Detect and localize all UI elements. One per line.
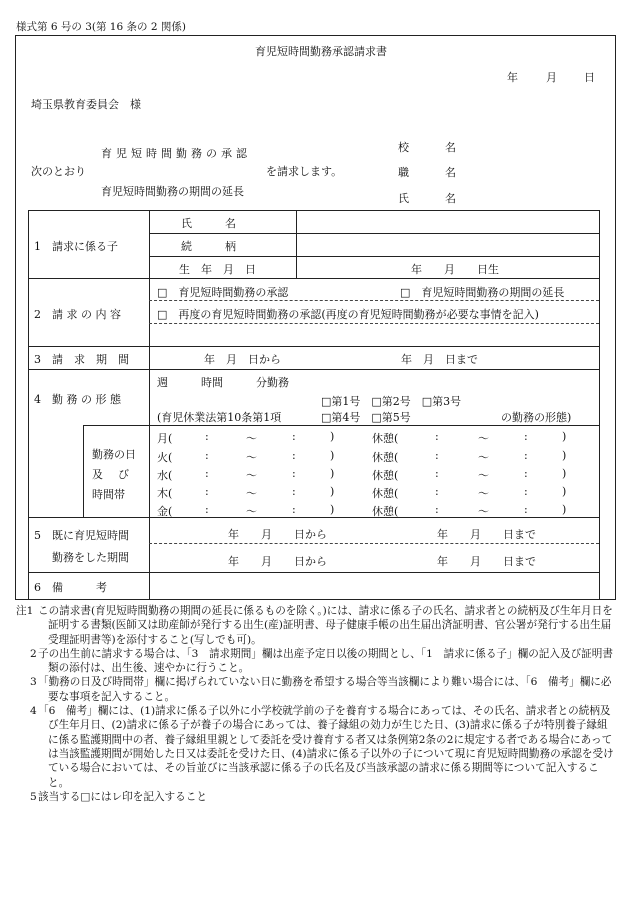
note-4-number: 4 [30,705,37,718]
prior-period-to-2: 年 月 日まで [437,555,536,568]
request-prefix: 次のとおり [31,165,86,178]
rest-start-sep: : [435,449,439,462]
note-1-number: 注1 [16,605,34,617]
note-2-number: 2 [30,647,37,660]
rest-close: ) [562,467,567,480]
close: ) [330,430,335,443]
name-label: 氏 [398,192,409,205]
form-title: 育児短時間勤務承認請求書 [255,45,387,58]
name-label-suffix: 名 [445,192,456,205]
start-sep: : [205,503,209,516]
law-items-row2[interactable]: □第4号 □第5号 [321,411,411,424]
recipient: 埼玉県教育委員会 様 [31,98,141,111]
rest-close: ) [562,485,567,498]
form-code: 様式第 6 号の 3(第 16 条の 2 関係) [16,21,186,33]
note-5-text: 該当する□にはレ印を記入すること [38,790,207,803]
note-1 [16,604,616,647]
rest: 休憩( [372,451,399,464]
child-birth-date: 年 月 日生 [411,263,499,276]
close: ) [330,449,335,462]
note-5 [16,790,616,804]
rest-wave: ～ [478,469,489,482]
prior-period-to-1: 年 月 日まで [437,528,536,541]
rest-close: ) [562,503,567,516]
weekday-label: 火( [157,451,173,464]
schedule-label-2: 及 び [92,468,131,481]
note-5-number: 5 [30,790,37,803]
note-4-text: 「6 備考」欄には、(1)請求に係る子以外に小学校就学前の子を養育する場合にあっては、その氏名、請求者との続柄及び生年月日、(2)請求に係る子が養子の場合にあっては、養子縁組の効力が生じた日、(3)請求に係る子が特別養子縁組に係る監護期間中の者、養子縁組里親として委託を受け養育する者又は条例第2条の2に規定する者である場合にあっては当該監護期間が開始した日又は委託を受けた日、(4)請求に係る子以外の子について現に育児短時間勤務の承認を受けている場合においては、その旨並びに当該承認に係る子の氏名及び当該承認の請求に係る期間等について記入すること。 [38,705,614,789]
prior-period-from-1: 年 月 日から [228,528,327,541]
rest: 休憩( [372,469,399,482]
weekday-label: 木( [157,487,173,500]
note-4 [16,704,616,790]
end-sep: : [292,430,296,443]
note-3-text: 「勤務の日及び時間帯」欄に掲げられていない日に勤務を希望する場合等当該欄により難い場合には、「6 備考」欄に必要な事項を記入すること。 [38,676,612,703]
wave: ～ [246,451,257,464]
child-relation-label: 続 柄 [181,240,236,253]
start-sep: : [205,430,209,443]
rest-end-sep: : [524,467,528,480]
end-sep: : [292,449,296,462]
wave: ～ [246,469,257,482]
start-sep: : [205,449,209,462]
child-name-label: 氏 名 [181,217,236,230]
position-label-suffix: 名 [445,166,456,179]
sec3-label: 3 請 求 期 間 [34,353,129,366]
weekday-label: 金( [157,505,173,518]
end-sep: : [292,503,296,516]
checkbox-reapproval[interactable]: □ 再度の育児短時間勤務の承認(再度の育児短時間勤務が必要な事情を記入) [157,308,539,321]
request-suffix: を請求します。 [266,165,343,178]
notes-section [16,604,616,804]
rest-start-sep: : [435,467,439,480]
request-option-extension: 育児短時間勤務の期間の延長 [101,185,244,198]
checkbox-approval[interactable]: □ 育児短時間勤務の承認 [157,286,289,299]
remarks-field[interactable] [151,574,597,597]
rest-wave: ～ [478,451,489,464]
note-2-text: 子の出生前に請求する場合は、「3 請求期間」欄は出産予定日以後の期間とし、「1 請求に係る子」欄の記入及び証明書類の添付は、出生後、速やかに行うこと。 [38,647,613,675]
rest-start-sep: : [435,503,439,516]
end-sep: : [292,467,296,480]
end-sep: : [292,485,296,498]
rest-start-sep: : [435,430,439,443]
rest: 休憩( [372,487,399,500]
weekday-label: 月( [157,432,173,445]
schedule-label-1: 勤務の日 [92,448,136,461]
law-items-row1[interactable]: □第1号 □第2号 □第3号 [321,395,462,408]
weekday-label: 水( [157,469,173,482]
start-sep: : [205,485,209,498]
position-label: 職 [398,166,409,179]
period-from: 年 月 日から [204,353,281,366]
rest-end-sep: : [524,485,528,498]
work-form-suffix: の勤務の形態) [501,411,572,424]
prior-period-from-2: 年 月 日から [228,555,327,568]
wave: ～ [246,505,257,518]
wave: ～ [246,487,257,500]
rest-close: ) [562,430,567,443]
note-3-number: 3 [30,676,37,689]
school-label: 校 [398,141,409,154]
rest: 休憩( [372,432,399,445]
law-reference: (育児休業法第10条第1項 [157,411,282,424]
rest-close: ) [562,449,567,462]
note-2 [16,647,616,676]
sec5-label-line2: 勤務をした期間 [52,551,129,564]
checkbox-extension[interactable]: □ 育児短時間勤務の期間の延長 [400,286,565,299]
close: ) [330,503,335,516]
child-relation-field[interactable] [298,235,597,255]
close: ) [330,467,335,480]
sec6-label: 6 備 考 [34,581,107,594]
sec5-label-line1: 5 既に育児短時間 [34,529,129,542]
rest-end-sep: : [524,449,528,462]
child-birth-label: 生 年 月 日 [179,263,256,276]
sec1-label: 1 請求に係る子 [34,240,118,253]
rest-wave: ～ [478,432,489,445]
school-label-suffix: 名 [445,141,456,154]
weekly-hours: 週 時間 分勤務 [157,376,289,389]
schedule-label-3: 時間帯 [92,488,125,501]
note-1-text: この請求書(育児短時間勤務の期間の延長に係るものを除く。)には、請求に係る子の氏名、請求者との続柄及び生年月日を証明する書類(医師又は助産師が発行する出生(産)証明書、母子健康手帳の出生届出済証明書、官公署が発行する出生届受理証明書等)を添付すること(写しでも可)。 [38,605,613,646]
sec2-label: 2 請 求 の 内 容 [34,308,121,321]
date-day: 日 [584,71,595,84]
rest-start-sep: : [435,485,439,498]
child-name-field[interactable] [298,212,597,232]
date-year: 年 [507,71,518,84]
sec4-label: 4 勤 務 の 形 態 [34,393,121,406]
date-month: 月 [546,71,557,84]
rest-end-sep: : [524,503,528,516]
rest-wave: ～ [478,505,489,518]
rest: 休憩( [372,505,399,518]
note-3 [16,675,616,704]
request-option-approval: 育児短時間勤務の承認 [101,147,251,160]
start-sep: : [205,467,209,480]
rest-end-sep: : [524,430,528,443]
period-to: 年 月 日まで [401,353,478,366]
close: ) [330,485,335,498]
rest-wave: ～ [478,487,489,500]
wave: ～ [246,432,257,445]
